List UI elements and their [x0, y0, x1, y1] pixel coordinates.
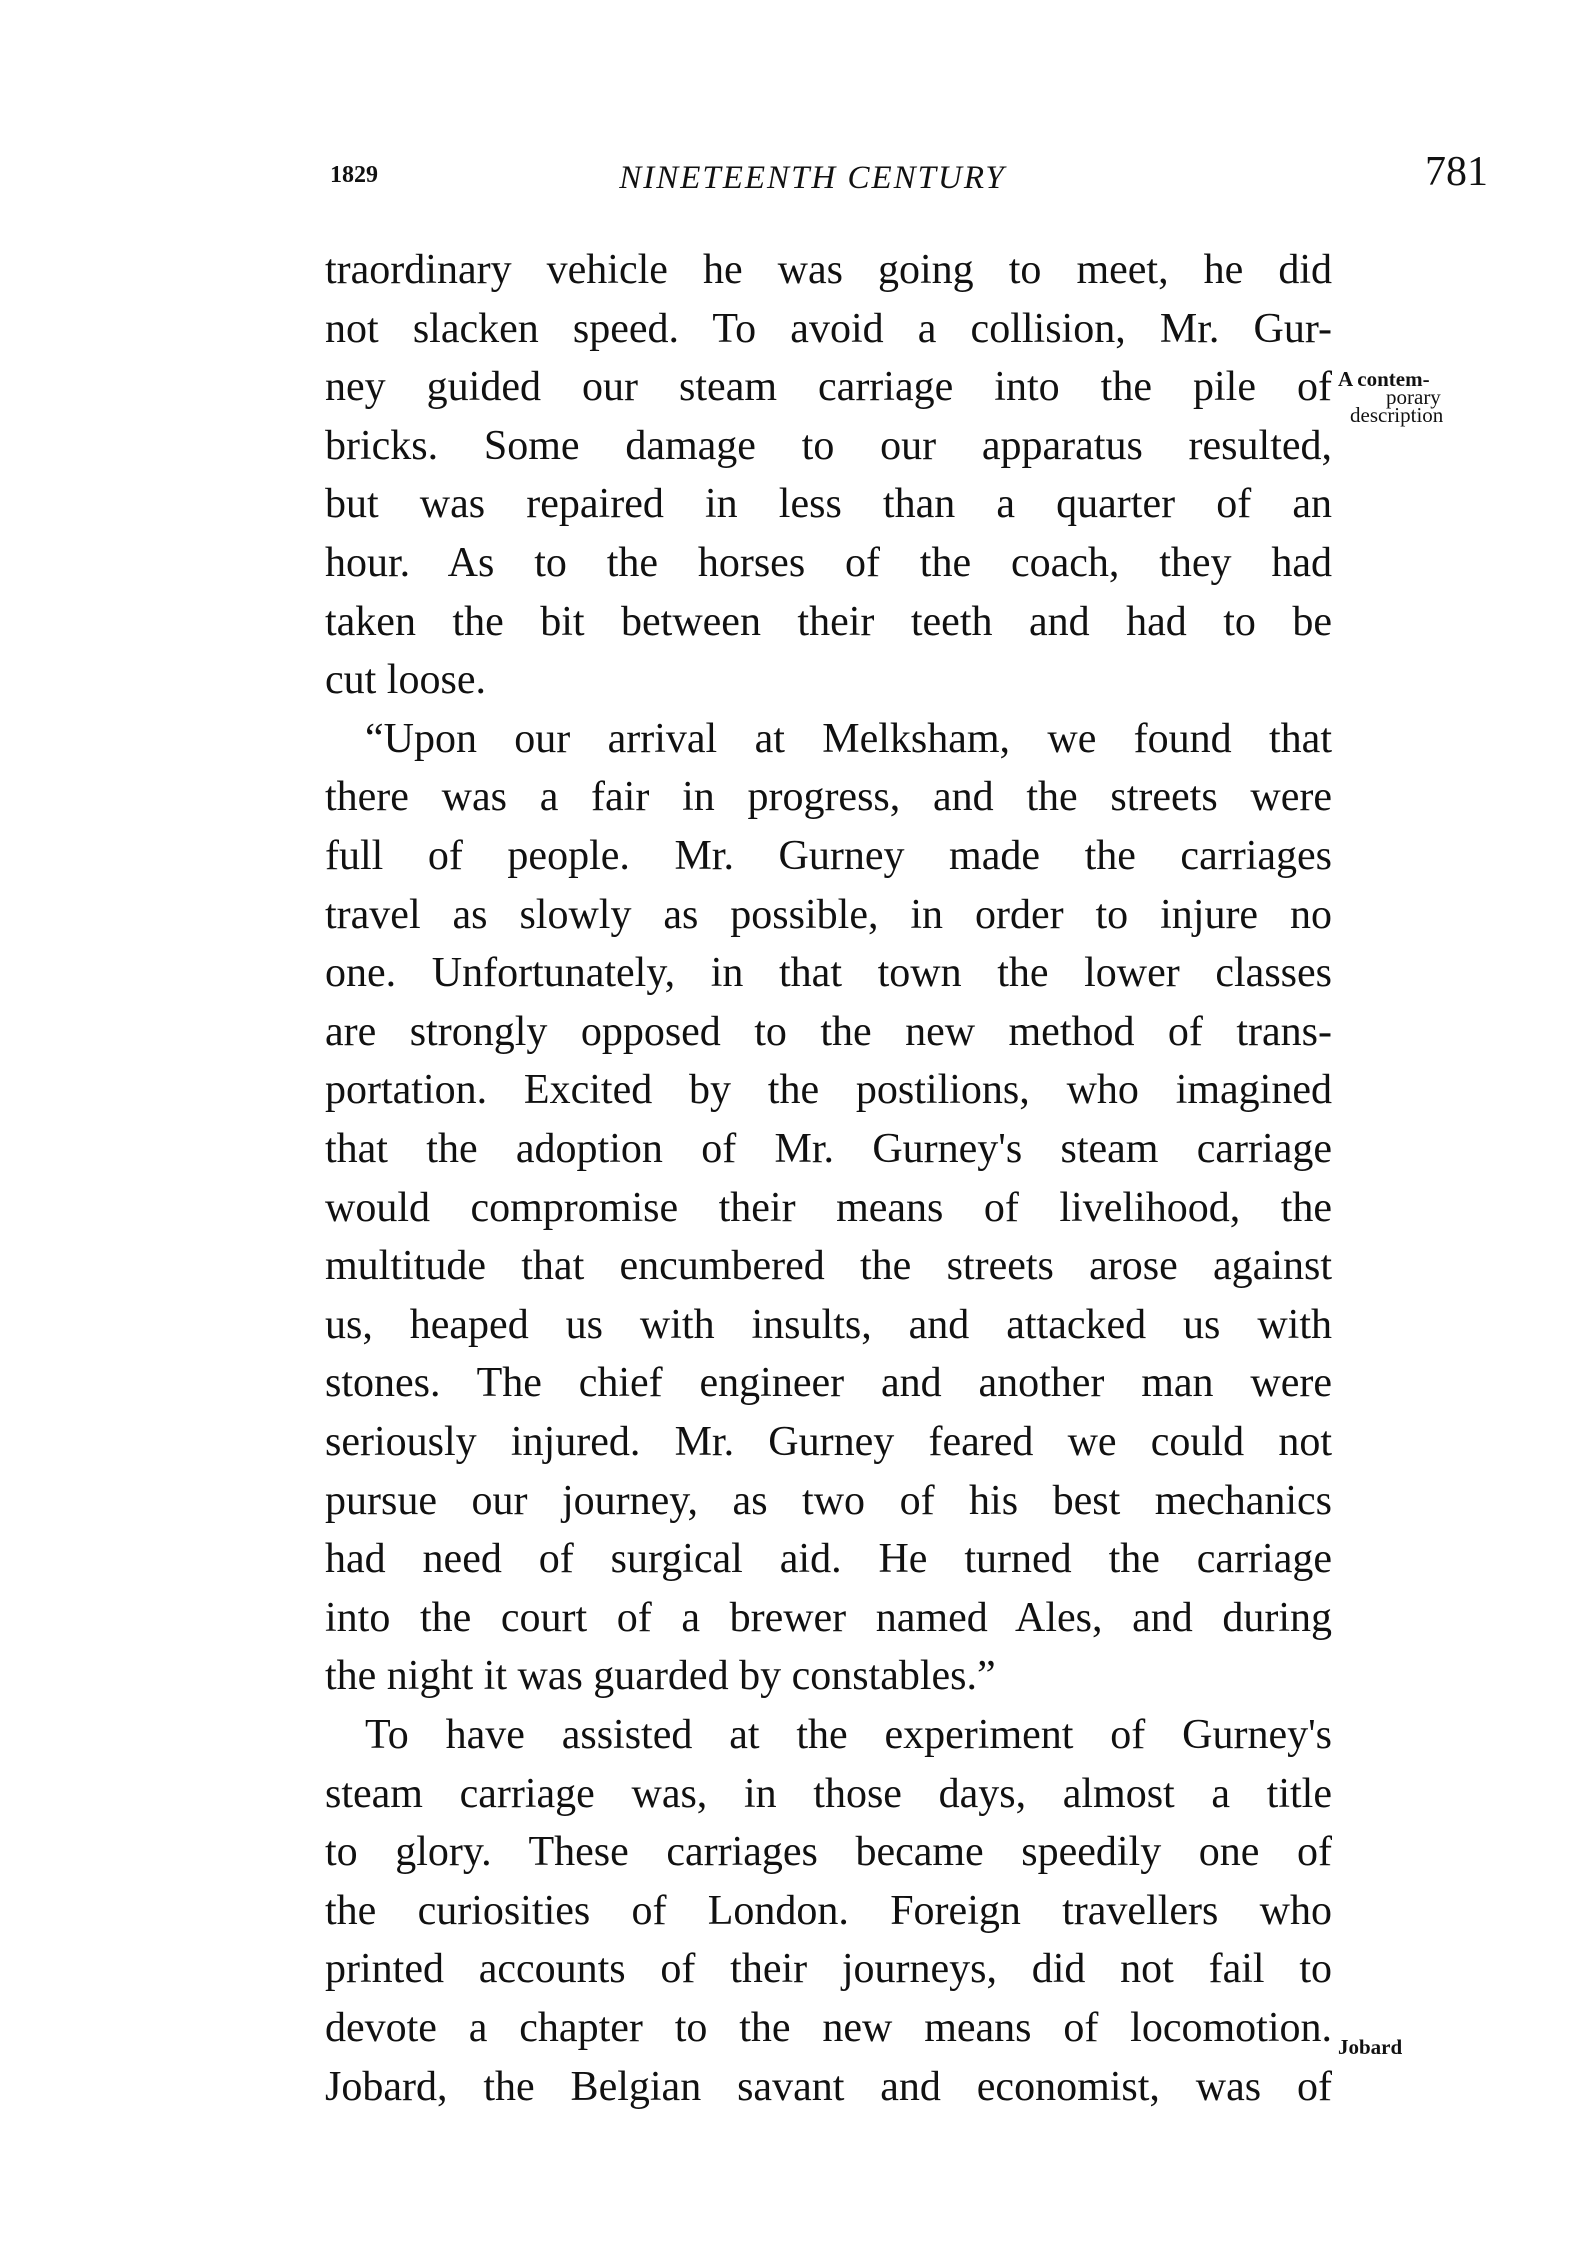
- margin-note-line: porary: [1386, 385, 1441, 409]
- text-line: printed accounts of their journeys, did not fail to: [325, 1946, 1332, 1993]
- text-line: to glory. These carriages became speedily one of: [325, 1829, 1332, 1876]
- text-line: the curiosities of London. Foreign travellers who: [325, 1887, 1332, 1934]
- text-line: us, heaped us with insults, and attacked us with: [325, 1301, 1332, 1348]
- text-line: multitude that encumbered the streets arose against: [325, 1243, 1332, 1290]
- text-line: there was a fair in progress, and the streets were: [325, 774, 1332, 821]
- text-line: but was repaired in less than a quarter of an: [325, 481, 1332, 528]
- text-line: devote a chapter to the new means of locomotion.: [325, 2005, 1332, 2051]
- page-number: 781: [1425, 149, 1488, 195]
- margin-note-line: A contem-: [1338, 367, 1430, 391]
- text-line: not slacken speed. To avoid a collision, Mr. Gur-: [325, 305, 1332, 352]
- text-line: hour. As to the horses of the coach, they had: [325, 540, 1332, 586]
- text-line: one. Unfortunately, in that town the lower classes: [325, 950, 1332, 997]
- margin-note-line: description: [1350, 403, 1444, 427]
- text-line: bricks. Some damage to our apparatus resulted,: [325, 422, 1332, 469]
- text-line: stones. The chief engineer and another man were: [325, 1360, 1332, 1407]
- text-line: portation. Excited by the postilions, who imagined: [325, 1067, 1332, 1114]
- header-year: 1829: [330, 162, 378, 188]
- header-title: NINETEENTH CENTURY: [619, 160, 1006, 196]
- text-line: pursue our journey, as two of his best mechanics: [325, 1477, 1332, 1524]
- text-line: steam carriage was, in those days, almost a title: [325, 1770, 1332, 1817]
- text-line: seriously injured. Mr. Gurney feared we could not: [325, 1419, 1332, 1465]
- text-line: full of people. Mr. Gurney made the carriages: [325, 833, 1332, 879]
- text-line: that the adoption of Mr. Gurney's steam carriage: [325, 1126, 1332, 1172]
- text-line: “Upon our arrival at Melksham, we found that: [365, 715, 1332, 762]
- text-line: would compromise their means of livelihood, the: [325, 1184, 1332, 1231]
- text-line: To have assisted at the experiment of Gurney's: [365, 1712, 1332, 1758]
- text-line: Jobard, the Belgian savant and economist, was of: [325, 2063, 1332, 2110]
- text-line: into the court of a brewer named Ales, and during: [325, 1594, 1332, 1641]
- text-line: are strongly opposed to the new method of trans-: [325, 1008, 1332, 1055]
- margin-note-jobard: [1338, 2036, 1402, 2058]
- text-line: traordinary vehicle he was going to meet, he did: [325, 247, 1332, 293]
- margin-note-contemporary: [1338, 368, 1443, 426]
- text-line: ney guided our steam carriage into the pile of: [325, 364, 1332, 411]
- margin-note-line: Jobard: [1338, 2035, 1403, 2059]
- text-line: travel as slowly as possible, in order to injure no: [325, 891, 1332, 938]
- text-line: cut loose.: [325, 657, 486, 704]
- text-line: the night it was guarded by constables.”: [325, 1653, 996, 1700]
- text-line: taken the bit between their teeth and had to be: [325, 598, 1332, 645]
- text-line: had need of surgical aid. He turned the carriage: [325, 1536, 1332, 1583]
